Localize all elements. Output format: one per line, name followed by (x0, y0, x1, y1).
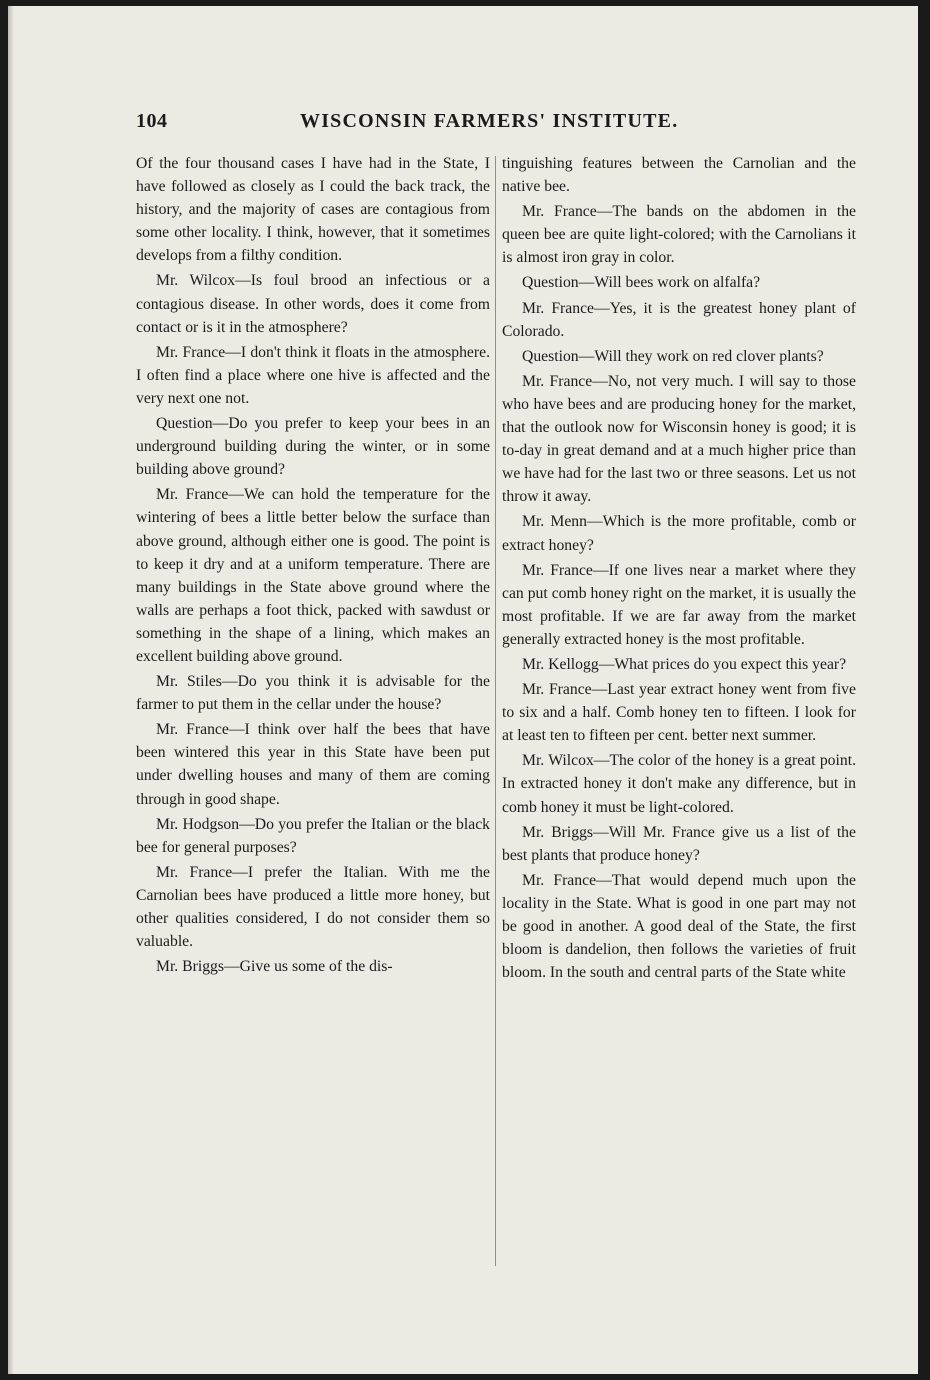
paragraph: Mr. Stiles—Do you think it is advisable for the farmer to put them in the cellar under the house? (136, 673, 490, 714)
column-divider (495, 156, 496, 1266)
paragraph: Mr. Menn—Which is the more profitable, comb or extract honey? (502, 513, 856, 554)
paragraph: Mr. France—I think over half the bees that have been wintered this year in this State have been put under dwelling houses and many of them are coming through in good shape. (136, 721, 490, 808)
paragraph: Mr. France—No, not very much. I will say to those who have bees and are producing honey for the market, that the outlook now for Wisconsin honey is good; it is to-day in great demand and at a much higher price than we have had for the last two or three seasons. Let us not throw it away. (502, 372, 856, 506)
paragraph: tinguishing features between the Carnolian and the native bee. (502, 155, 856, 196)
paragraph: Mr. France—That would depend much upon the locality in the State. What is good in one part may not be good in another. A good deal of the State, the first bloom is dandelion, then follows the varieties of fruit bloom. In the south and central parts of the State white (502, 871, 856, 982)
page-number: 104 (136, 110, 168, 132)
paragraph: Question—Do you prefer to keep your bees in an underground building during the winter, or in some building above ground? (136, 415, 490, 479)
paragraph: Mr. Kellogg—What prices do you expect this year? (522, 655, 847, 673)
book-page (8, 6, 918, 1374)
paragraph: Mr. France—We can hold the temperature for the wintering of bees a little better below the surface than above ground, although either one is good. The point is to keep it dry and at a uniform temperature. There are many buildings in the State above ground where the walls are perhaps a foot thick, packed with sawdust or something in the shape of a lining, which makes an excellent building above ground. (136, 486, 490, 665)
paragraph: Mr. France—Last year extract honey went from five to six and a half. Comb honey ten to fifteen. I look for at least ten to fifteen per cent. better next summer. (502, 681, 856, 745)
paragraph: Question—Will bees work on alfalfa? (522, 274, 761, 292)
paragraph: Mr. Briggs—Will Mr. France give us a list of the best plants that produce honey? (502, 823, 856, 864)
paragraph: Of the four thousand cases I have had in the State, I have followed as closely as I could the back track, the history, and the majority of cases are contagious from some other locality. I think, however, that it sometimes develops from a filthy condition. (136, 155, 490, 265)
page-edge-shadow (8, 6, 14, 1374)
running-title: WISCONSIN FARMERS' INSTITUTE. (300, 110, 679, 132)
paragraph: Question—Will they work on red clover plants? (522, 347, 824, 365)
right-column (502, 152, 856, 986)
paragraph: Mr. Wilcox—Is foul brood an infectious or a contagious disease. In other words, does it come from contact or is it in the atmosphere? (136, 272, 490, 336)
paragraph: Mr. Wilcox—The color of the honey is a great point. In extracted honey it don't make any difference, but in comb honey it must be light-colored. (502, 752, 856, 816)
paragraph: Mr. France—Yes, it is the greatest honey plant of Colorado. (502, 299, 856, 340)
paragraph: Mr. France—I prefer the Italian. With me the Carnolian bees have produced a little more honey, but other qualities considered, I do not consider them so valuable. (136, 863, 490, 951)
paragraph: Mr. France—The bands on the abdomen in the queen bee are quite light-colored; with the Carnolians it is almost iron gray in color. (502, 203, 856, 267)
paragraph: Mr. France—If one lives near a market where they can put comb honey right on the market, it is usually the most profitable. If we are far away from the market generally extracted honey is the most profitable. (502, 561, 856, 648)
page-header (136, 110, 698, 136)
paragraph: Mr. Briggs—Give us some of the dis- (156, 958, 393, 976)
paragraph: Mr. France—I don't think it floats in the atmosphere. I often find a place where one hive is affected and the very next one not. (136, 343, 490, 407)
paragraph: Mr. Hodgson—Do you prefer the Italian or the black bee for general purposes? (136, 815, 490, 856)
left-column (136, 152, 490, 980)
